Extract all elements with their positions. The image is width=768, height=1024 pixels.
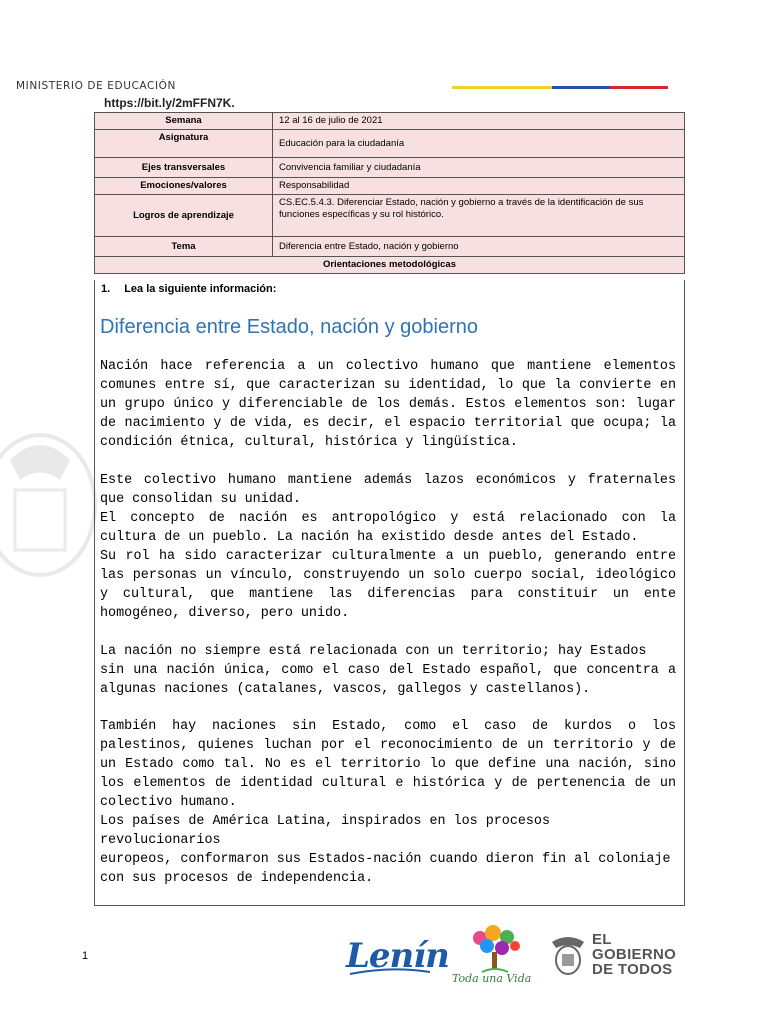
section-heading: Diferencia entre Estado, nación y gobierno	[100, 316, 479, 338]
ejes-value: Convivencia familiar y ciudadanía	[273, 158, 685, 178]
tema-label: Tema	[95, 237, 273, 257]
paragraph-america-latina	[100, 812, 676, 888]
row-emociones	[95, 178, 685, 195]
info-table	[94, 112, 685, 274]
paragraph-territorio-a: La nación no siempre está relacionada con un territorio; hay Estados	[100, 644, 647, 659]
asignatura-label: Asignatura	[95, 130, 273, 158]
flag-stripe	[452, 86, 668, 89]
flag-red	[610, 86, 668, 89]
tema-value: Diferencia entre Estado, nación y gobierno	[273, 237, 685, 257]
toda-una-vida-text: Toda una Vida	[452, 972, 532, 985]
paragraph-america-latina-c: con sus procesos de independencia.	[100, 871, 374, 886]
paragraph-colectivo-c: Su rol ha sido caracterizar culturalmente a un pueblo, generando entre las personas un vínculo, construyendo un solo cuerpo social, ideológico y cultural, que mantiene las diferencias para constituir un ente homogéneo, diverso, pero unido.	[100, 549, 676, 621]
logros-label: Logros de aprendizaje	[95, 195, 273, 237]
gov-line-2: GOBIERNO	[592, 946, 677, 963]
orientaciones-label: Orientaciones metodológicas	[95, 257, 685, 274]
semana-label: Semana	[95, 113, 273, 130]
ministry-header: MINISTERIO DE EDUCACIÓN	[16, 80, 176, 92]
paragraph-america-latina-b: europeos, conformaron sus Estados-nación cuando dieron fin al coloniaje	[100, 852, 671, 867]
row-orientaciones	[95, 257, 685, 274]
emociones-label: Emociones/valores	[95, 178, 273, 195]
row-logros	[95, 195, 685, 237]
flag-yellow	[452, 86, 552, 89]
paragraph-colectivo-a: Este colectivo humano mantiene además lazos económicos y fraternales que consolidan su unidad.	[100, 473, 676, 507]
page-number: 1	[82, 950, 89, 962]
paragraph-sin-estado: También hay naciones sin Estado, como el caso de kurdos o los palestinos, quienes luchan por el reconocimiento de un territorio y de un Estado como tal. No es el territorio lo que define una nación, sino los elementos de identidad cultural e histórica y de pertenencia de un colectivo humano.	[100, 719, 676, 810]
paragraph-colectivo-b: El concepto de nación es antropológico y está relacionado con la cultura de un pueblo. La nación ha existido desde antes del Estado.	[100, 511, 676, 545]
lenin-swoosh-icon	[350, 968, 430, 976]
row-asignatura	[95, 130, 685, 158]
paragraph-territorio	[100, 642, 676, 699]
row-semana	[95, 113, 685, 130]
flag-blue	[552, 86, 610, 89]
watermark-seal-icon	[0, 420, 100, 590]
row-tema	[95, 237, 685, 257]
gov-line-1: EL	[592, 931, 612, 948]
source-url[interactable]: https://bit.ly/2mFFN7K.	[104, 96, 235, 110]
paragraph-territorio-b: sin una nación única, como el caso del Estado español, que concentra a algunas naciones (catalanes, vascos, gallegos y castellanos).	[100, 663, 676, 697]
emociones-value: Responsabilidad	[273, 178, 685, 195]
paragraph-america-latina-a: Los países de América Latina, inspirados en los procesos revolucionarios	[100, 814, 550, 848]
ejes-label: Ejes transversales	[95, 158, 273, 178]
row-ejes	[95, 158, 685, 178]
gov-line-3: DE TODOS	[592, 961, 673, 978]
gobierno-de-todos-text	[592, 932, 676, 977]
instruction-number: 1.	[101, 283, 111, 295]
paragraph-nacion: Nación hace referencia a un colectivo humano que mantiene elementos comunes entre sí, que caracterizan su identidad, lo que la convierte en un grupo único y diferenciable de los demás. Estos elementos son: lugar de nacimiento y de vida, es decir, el espacio territorial que ocupa; la condición étnica, cultural, histórica y lingüística.	[100, 359, 676, 450]
asignatura-value: Educación para la ciudadanía	[273, 130, 685, 158]
instruction-text: Lea la siguiente información:	[124, 283, 277, 295]
logros-value: CS.EC.5.4.3. Diferenciar Estado, nación y gobierno a través de la identificación de sus funciones específicas y su rol histórico.	[273, 195, 685, 237]
lenin-logo: Lenín	[346, 936, 449, 976]
government-seal-icon	[548, 932, 588, 978]
paragraph-colectivo	[100, 471, 676, 623]
tree-logo-icon	[460, 924, 530, 974]
instruction	[101, 283, 276, 295]
semana-value: 12 al 16 de julio de 2021	[273, 113, 685, 130]
